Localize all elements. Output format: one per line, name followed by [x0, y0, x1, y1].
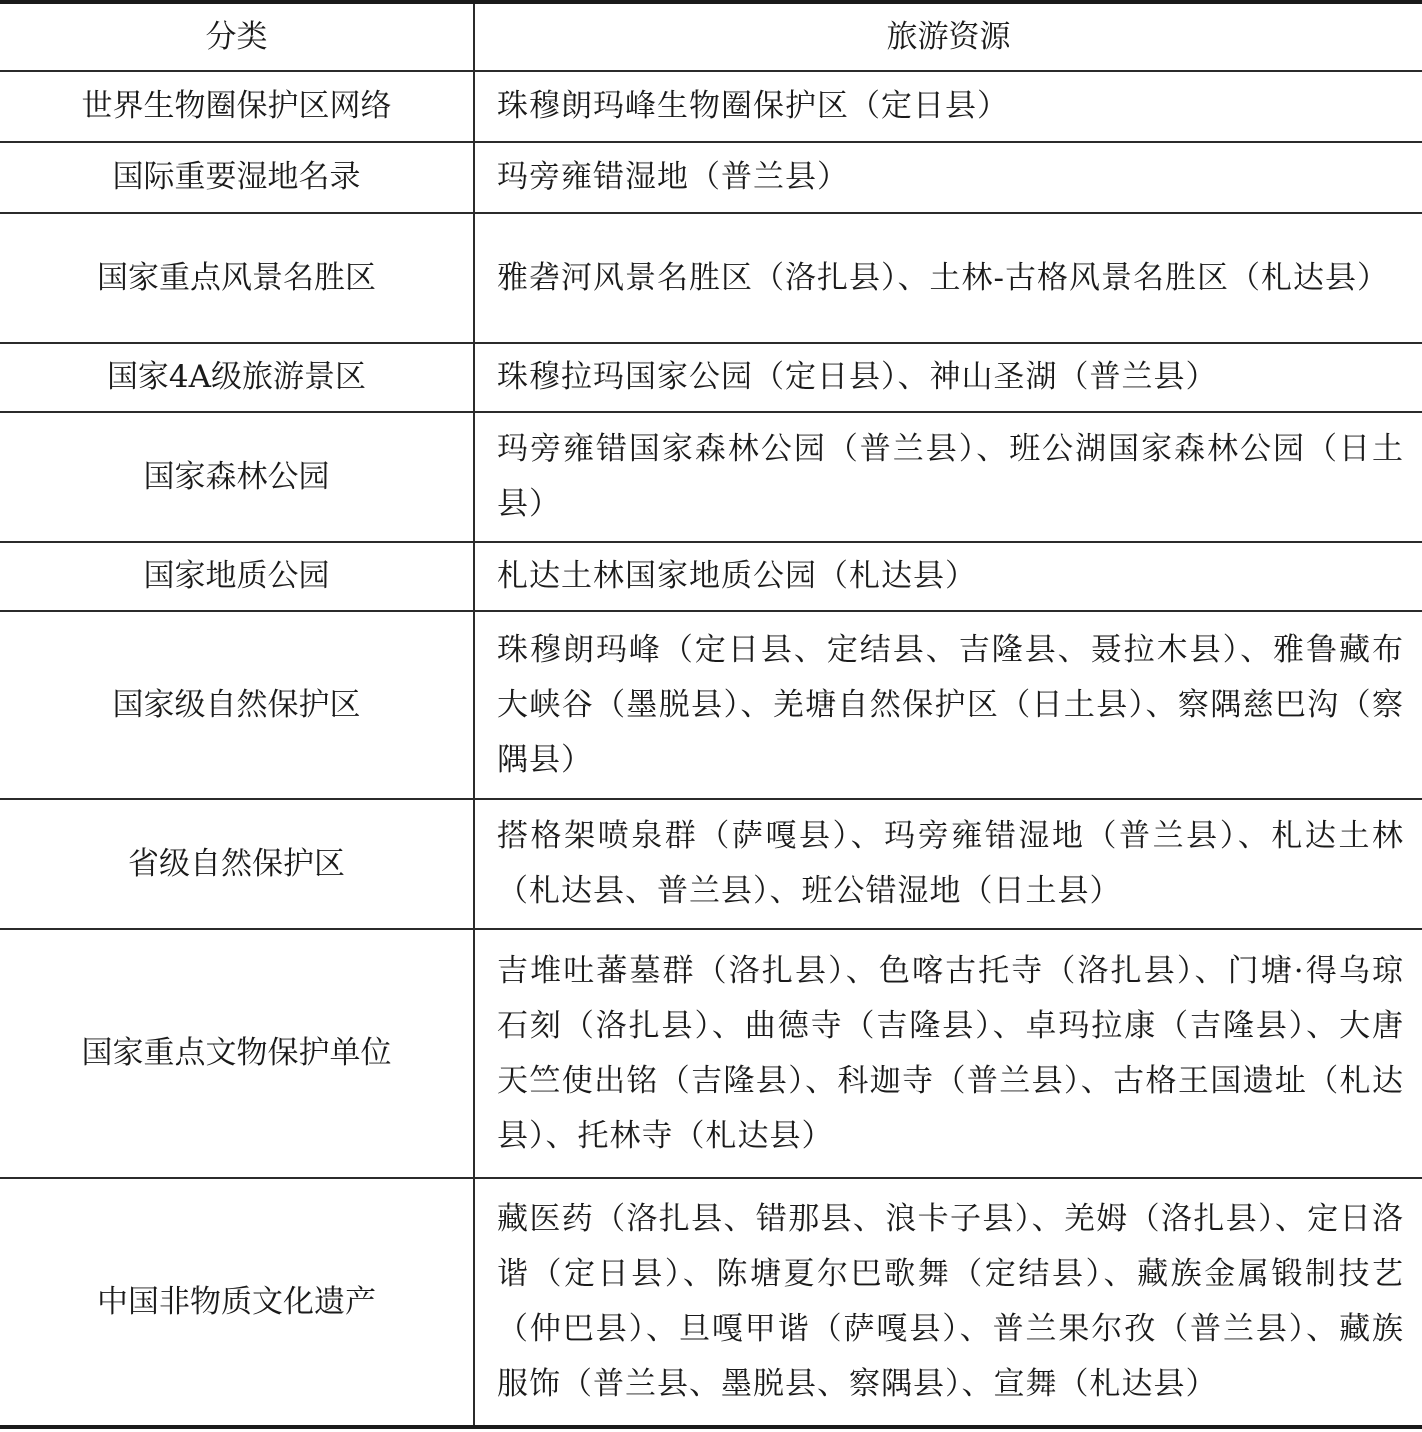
resources-cell: 玛旁雍错湿地（普兰县） — [474, 142, 1422, 213]
resources-cell: 吉堆吐蕃墓群（洛扎县）、色喀古托寺（洛扎县）、门塘·得乌琼石刻（洛扎县）、曲德寺（吉隆县）、卓玛拉康（吉隆县）、大唐天竺使出铭（吉隆县）、科迦寺（普兰县）、古格王国遗址（札达县）、托林寺（札达县） — [474, 929, 1422, 1178]
resources-cell: 珠穆朗玛峰生物圈保护区（定日县） — [474, 71, 1422, 142]
category-cell: 国家地质公园 — [0, 542, 474, 611]
category-cell: 国家4A级旅游景区 — [0, 343, 474, 412]
resources-cell: 玛旁雍错国家森林公园（普兰县）、班公湖国家森林公园（日土县） — [474, 412, 1422, 542]
header-row — [0, 2, 1422, 71]
category-cell: 国家重点文物保护单位 — [0, 929, 474, 1178]
header-resources: 旅游资源 — [474, 2, 1422, 71]
table-row — [0, 142, 1422, 213]
table-row — [0, 343, 1422, 412]
table-row — [0, 611, 1422, 799]
category-cell: 国家森林公园 — [0, 412, 474, 542]
table-row — [0, 71, 1422, 142]
category-cell: 省级自然保护区 — [0, 799, 474, 929]
category-cell: 国际重要湿地名录 — [0, 142, 474, 213]
table-row — [0, 929, 1422, 1178]
resources-cell: 雅砻河风景名胜区（洛扎县）、土林-古格风景名胜区（札达县） — [474, 213, 1422, 343]
resources-cell: 藏医药（洛扎县、错那县、浪卡子县）、羌姆（洛扎县）、定日洛谐（定日县）、陈塘夏尔巴歌舞（定结县）、藏族金属锻制技艺（仲巴县）、旦嘎甲谐（萨嘎县）、普兰果尔孜（普兰县）、藏族服饰（普兰县、墨脱县、察隅县）、宣舞（札达县） — [474, 1178, 1422, 1427]
table-row — [0, 213, 1422, 343]
table-row — [0, 412, 1422, 542]
resources-cell: 搭格架喷泉群（萨嘎县）、玛旁雍错湿地（普兰县）、札达土林（札达县、普兰县）、班公错湿地（日土县） — [474, 799, 1422, 929]
resources-cell: 札达土林国家地质公园（札达县） — [474, 542, 1422, 611]
resources-cell: 珠穆拉玛国家公园（定日县）、神山圣湖（普兰县） — [474, 343, 1422, 412]
resources-cell: 珠穆朗玛峰（定日县、定结县、吉隆县、聂拉木县）、雅鲁藏布大峡谷（墨脱县）、羌塘自然保护区（日土县）、察隅慈巴沟（察隅县） — [474, 611, 1422, 799]
category-cell: 中国非物质文化遗产 — [0, 1178, 474, 1427]
category-cell: 国家重点风景名胜区 — [0, 213, 474, 343]
table-row — [0, 1178, 1422, 1427]
header-category: 分类 — [0, 2, 474, 71]
table-row — [0, 799, 1422, 929]
category-cell: 国家级自然保护区 — [0, 611, 474, 799]
table-row — [0, 542, 1422, 611]
category-cell: 世界生物圈保护区网络 — [0, 71, 474, 142]
